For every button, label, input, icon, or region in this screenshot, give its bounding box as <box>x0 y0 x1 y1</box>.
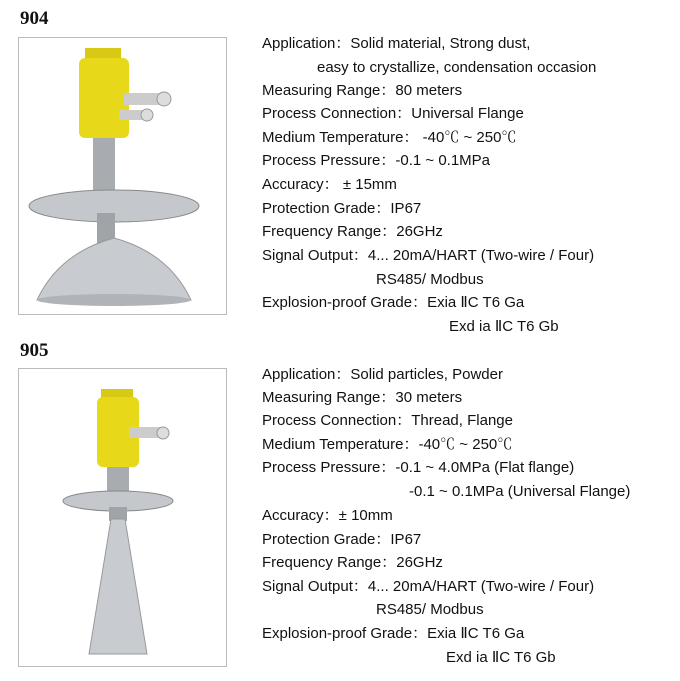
spec-905-measuring-range: Measuring Range：30 meters <box>262 389 463 406</box>
spec-904-application-cont: easy to crystallize, condensation occasion <box>317 59 597 76</box>
spec-905-protection-grade: Protection Grade：IP67 <box>262 531 422 548</box>
spec-904-application: Application：Solid material, Strong dust, <box>262 35 531 52</box>
spec-904-signal-output: Signal Output：4... 20mA/HART (Two-wire / Four) <box>262 247 595 264</box>
spec-904-signal-output-cont: RS485/ Modbus <box>376 271 484 288</box>
spec-905-explosion-proof: Explosion-proof Grade：Exia ⅡC T6 Ga <box>262 625 525 642</box>
spec-905-frequency-range: Frequency Range：26GHz <box>262 554 443 571</box>
spec-904-explosion-proof-cont: Exd ia ⅡC T6 Gb <box>449 318 559 335</box>
product-905-photo <box>18 368 227 667</box>
radar-level-meter-905-image <box>19 369 226 666</box>
spec-904-accuracy: Accuracy： ± 15mm <box>262 176 397 193</box>
spec-904-protection-grade: Protection Grade：IP67 <box>262 200 422 217</box>
spec-904-medium-temperature: Medium Temperature： -40℃ ~ 250℃ <box>262 129 517 146</box>
spec-904-measuring-range: Measuring Range：80 meters <box>262 82 463 99</box>
spec-904-process-connection: Process Connection：Universal Flange <box>262 105 524 122</box>
spec-905-application: Application：Solid particles, Powder <box>262 366 503 383</box>
spec-905-process-pressure: Process Pressure：-0.1 ~ 4.0MPa (Flat flange) <box>262 459 575 476</box>
radar-level-meter-904-image <box>19 38 226 314</box>
spec-905-explosion-proof-cont: Exd ia ⅡC T6 Gb <box>446 649 556 666</box>
spec-904-explosion-proof: Explosion-proof Grade：Exia ⅡC T6 Ga <box>262 294 525 311</box>
product-904-photo <box>18 37 227 315</box>
model-904-title: 904 <box>20 8 49 29</box>
spec-905-accuracy: Accuracy：± 10mm <box>262 507 393 524</box>
spec-905-process-connection: Process Connection：Thread, Flange <box>262 412 513 429</box>
spec-905-signal-output-cont: RS485/ Modbus <box>376 601 484 618</box>
spec-905-medium-temperature: Medium Temperature：-40℃ ~ 250℃ <box>262 436 513 453</box>
model-905-title: 905 <box>20 340 49 361</box>
spec-905-signal-output: Signal Output：4... 20mA/HART (Two-wire / Four) <box>262 578 595 595</box>
spec-904-process-pressure: Process Pressure：-0.1 ~ 0.1MPa <box>262 152 491 169</box>
spec-905-process-pressure-cont: -0.1 ~ 0.1MPa (Universal Flange) <box>409 483 631 500</box>
spec-904-frequency-range: Frequency Range：26GHz <box>262 223 443 240</box>
